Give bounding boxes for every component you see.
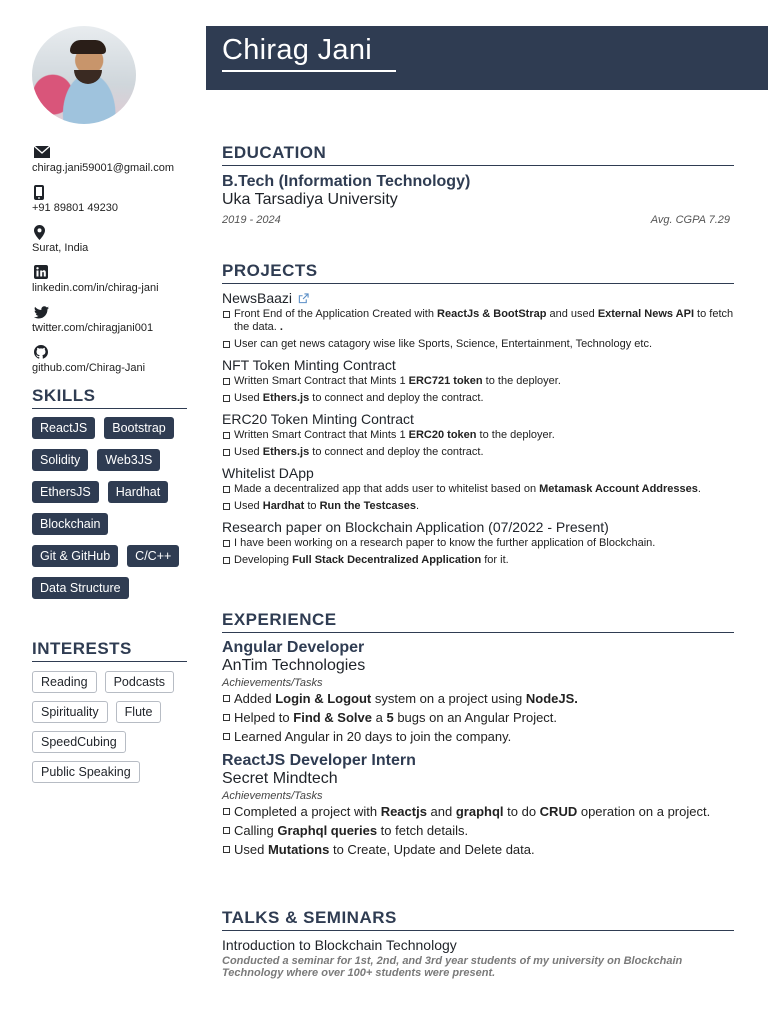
contact-location	[32, 224, 187, 254]
name-header	[206, 26, 768, 90]
skill-chip: ReactJS	[32, 417, 95, 439]
skill-chip: Solidity	[32, 449, 88, 471]
interest-chip: SpeedCubing	[32, 731, 126, 753]
contact-phone[interactable]	[32, 184, 187, 214]
skills-list	[32, 417, 192, 599]
project-name: NewsBaazi	[222, 290, 293, 306]
github-text: github.com/Chirag-Jani	[32, 362, 146, 374]
skill-chip: Hardhat	[108, 481, 168, 503]
project-title	[222, 357, 734, 373]
list-item: User can get news catagory wise like Sports, Science, Entertainment, Technology etc.	[222, 338, 734, 351]
project-name: Research paper on Blockchain Application (07/2022 - Present)	[222, 519, 609, 535]
list-item: Used Ethers.js to connect and deploy the contract.	[222, 446, 734, 459]
list-item: Used Mutations to Create, Update and Delete data.	[222, 842, 734, 857]
school-name: Uka Tarsadiya University	[222, 191, 398, 208]
experience-bullets	[222, 691, 734, 744]
skills-heading: SKILLS	[32, 386, 187, 409]
interest-chip: Spirituality	[32, 701, 108, 723]
skill-chip: Blockchain	[32, 513, 108, 535]
list-item: Learned Angular in 20 days to join the company.	[222, 729, 734, 744]
project-title	[222, 465, 734, 481]
twitter-icon	[34, 306, 49, 319]
linkedin-text: linkedin.com/in/chirag-jani	[32, 282, 159, 294]
twitter-text: twitter.com/chiragjani001	[32, 322, 154, 334]
project-bullets	[222, 429, 734, 459]
list-item: Developing Full Stack Decentralized Application for it.	[222, 554, 734, 567]
education-years: 2019 - 2024	[222, 214, 281, 226]
project-bullets	[222, 308, 734, 351]
project-bullets	[222, 375, 734, 405]
job-role: Angular Developer	[222, 639, 365, 656]
talks-heading: TALKS & SEMINARS	[222, 908, 734, 931]
project-name: ERC20 Token Minting Contract	[222, 411, 414, 427]
avatar	[32, 26, 136, 124]
project-bullets	[222, 537, 734, 567]
contact-list	[32, 144, 187, 374]
talks-section	[222, 908, 734, 979]
skill-chip: Web3JS	[97, 449, 160, 471]
project-title	[222, 411, 734, 427]
company-name: AnTim Technologies	[222, 657, 366, 674]
list-item: I have been working on a research paper to know the further application of Blockchain.	[222, 537, 734, 550]
projects-heading: PROJECTS	[222, 261, 734, 284]
location-icon	[34, 225, 45, 240]
external-link-icon[interactable]	[298, 293, 309, 304]
interest-chip: Flute	[116, 701, 162, 723]
achievements-label: Achievements/Tasks	[222, 790, 323, 802]
skill-chip: EthersJS	[32, 481, 99, 503]
talk-title: Introduction to Blockchain Technology	[222, 937, 457, 953]
experience-section	[222, 610, 734, 861]
list-item: Calling Graphql queries to fetch details.	[222, 823, 734, 838]
contact-github[interactable]	[32, 344, 187, 374]
list-item: Used Ethers.js to connect and deploy the contract.	[222, 392, 734, 405]
list-item: Written Smart Contract that Mints 1 ERC20 token to the deployer.	[222, 429, 734, 442]
skill-chip: Data Structure	[32, 577, 129, 599]
sidebar	[32, 26, 187, 783]
achievements-label: Achievements/Tasks	[222, 677, 323, 689]
person-name: Chirag Jani	[222, 34, 372, 66]
projects-section	[222, 261, 734, 571]
phone-icon	[34, 185, 44, 200]
list-item: Written Smart Contract that Mints 1 ERC721 token to the deployer.	[222, 375, 734, 388]
interests-list	[32, 671, 192, 783]
location-text: Surat, India	[32, 242, 89, 254]
project-title	[222, 519, 734, 535]
project-name: Whitelist DApp	[222, 465, 314, 481]
list-item: Front End of the Application Created with ReactJs & BootStrap and used External News API to fetch the data. .	[222, 308, 734, 334]
list-item: Helped to Find & Solve a 5 bugs on an Angular Project.	[222, 710, 734, 725]
email-text: chirag.jani59001@gmail.com	[32, 162, 175, 174]
project-name: NFT Token Minting Contract	[222, 357, 396, 373]
skill-chip: C/C++	[127, 545, 179, 567]
list-item: Used Hardhat to Run the Testcases.	[222, 500, 734, 513]
education-cgpa: Avg. CGPA 7.29	[650, 214, 730, 226]
contact-twitter[interactable]	[32, 304, 187, 334]
project-title	[222, 290, 734, 306]
skill-chip: Bootstrap	[104, 417, 174, 439]
talk-description: Conducted a seminar for 1st, 2nd, and 3rd year students of my university on Blockchain Technology where over 100+ students were present.	[222, 955, 683, 979]
name-underline	[222, 70, 396, 72]
education-heading: EDUCATION	[222, 143, 734, 166]
interest-chip: Podcasts	[105, 671, 174, 693]
experience-bullets	[222, 804, 734, 857]
job-role: ReactJS Developer Intern	[222, 752, 416, 769]
github-icon	[34, 345, 48, 359]
contact-linkedin[interactable]	[32, 264, 187, 294]
linkedin-icon	[34, 265, 48, 279]
project-bullets	[222, 483, 734, 513]
list-item: Completed a project with Reactjs and graphql to do CRUD operation on a project.	[222, 804, 734, 819]
skill-chip: Git & GitHub	[32, 545, 118, 567]
degree-title: B.Tech (Information Technology)	[222, 173, 471, 190]
interests-heading: INTERESTS	[32, 639, 187, 662]
education-section	[222, 143, 734, 226]
interest-chip: Public Speaking	[32, 761, 140, 783]
phone-text: +91 89801 49230	[32, 202, 118, 214]
interest-chip: Reading	[32, 671, 97, 693]
list-item: Made a decentralized app that adds user to whitelist based on Metamask Account Addresses.	[222, 483, 734, 496]
email-icon	[34, 146, 50, 158]
contact-email[interactable]	[32, 144, 187, 174]
experience-heading: EXPERIENCE	[222, 610, 734, 633]
company-name: Secret Mindtech	[222, 770, 338, 787]
list-item: Added Login & Logout system on a project using NodeJS.	[222, 691, 734, 706]
